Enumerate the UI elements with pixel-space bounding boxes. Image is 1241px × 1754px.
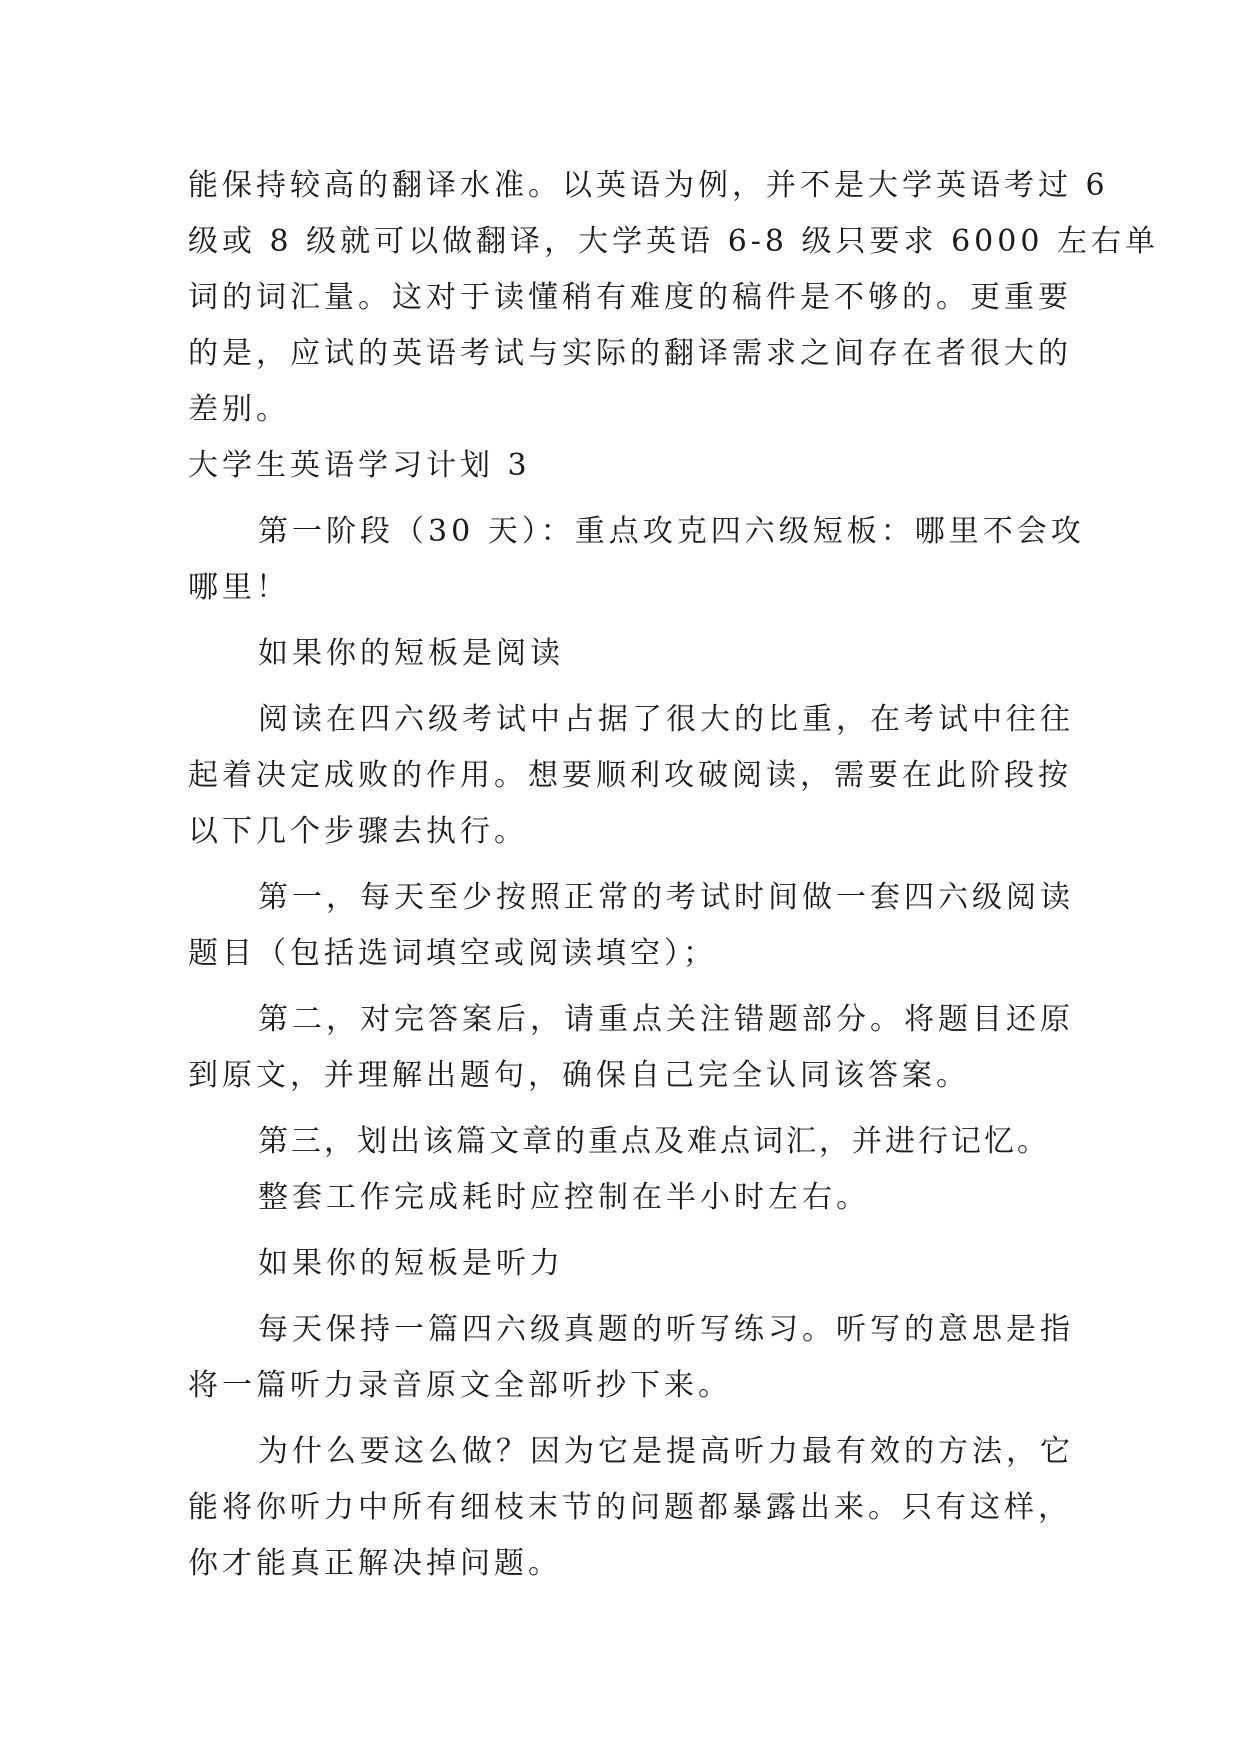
paragraph-line: 的是，应试的英语考试与实际的翻译需求之间存在者很大的 bbox=[188, 336, 1072, 371]
paragraph-line: 以下几个步骤去执行。 bbox=[188, 814, 528, 849]
section-heading: 大学生英语学习计划 3 bbox=[188, 448, 531, 483]
paragraph-line: 第二，对完答案后，请重点关注错题部分。将题目还原 bbox=[258, 1002, 1074, 1037]
paragraph-line: 到原文，并理解出题句，确保自己完全认同该答案。 bbox=[188, 1058, 970, 1093]
paragraph-line: 阅读在四六级考试中占据了很大的比重，在考试中往往 bbox=[258, 702, 1074, 737]
paragraph-line: 第一，每天至少按照正常的考试时间做一套四六级阅读 bbox=[258, 880, 1074, 915]
paragraph-line: 级或 8 级就可以做翻译，大学英语 6-8 级只要求 6000 左右单 bbox=[188, 224, 1159, 259]
paragraph-line: 你才能真正解决掉问题。 bbox=[188, 1546, 562, 1581]
paragraph-line: 词的词汇量。这对于读懂稍有难度的稿件是不够的。更重要 bbox=[188, 280, 1072, 315]
paragraph-line: 能保持较高的翻译水准。以英语为例，并不是大学英语考过 6 bbox=[188, 168, 1109, 203]
subheading: 如果你的短板是听力 bbox=[258, 1246, 564, 1281]
paragraph-line: 差别。 bbox=[188, 392, 290, 427]
paragraph-line: 整套工作完成耗时应控制在半小时左右。 bbox=[258, 1180, 870, 1215]
paragraph-line: 第三，划出该篇文章的重点及难点词汇，并进行记忆。 bbox=[258, 1124, 1050, 1159]
subheading: 如果你的短板是阅读 bbox=[258, 636, 564, 671]
paragraph-line: 每天保持一篇四六级真题的听写练习。听写的意思是指 bbox=[258, 1312, 1074, 1347]
paragraph-line: 第一阶段（30 天）：重点攻克四六级短板：哪里不会攻 bbox=[258, 514, 1085, 549]
paragraph-line: 题目（包括选词填空或阅读填空）； bbox=[188, 936, 717, 971]
paragraph-line: 起着决定成败的作用。想要顺利攻破阅读，需要在此阶段按 bbox=[188, 758, 1072, 793]
paragraph-line: 将一篇听力录音原文全部听抄下来。 bbox=[188, 1368, 732, 1403]
paragraph-line: 能将你听力中所有细枝末节的问题都暴露出来。只有这样， bbox=[188, 1490, 1072, 1525]
paragraph-line: 哪里！ bbox=[188, 570, 290, 605]
paragraph-line: 为什么要这么做？因为它是提高听力最有效的方法，它 bbox=[258, 1434, 1074, 1469]
